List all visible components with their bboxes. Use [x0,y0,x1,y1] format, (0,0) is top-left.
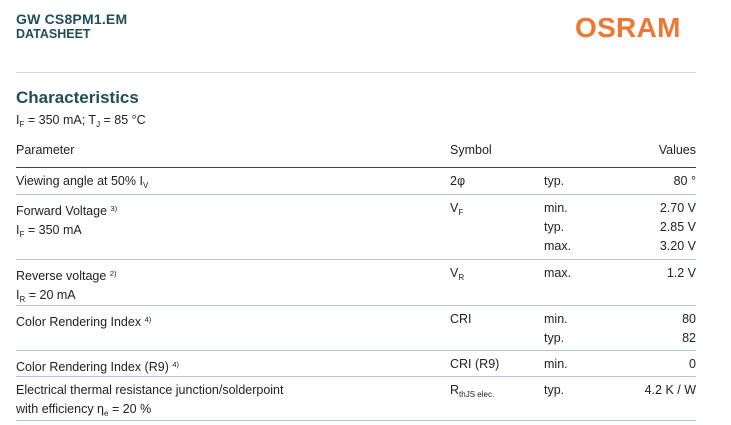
qualifier-cell: typ. [544,383,565,397]
value-cell: 80 82 [682,312,696,345]
symbol-cell: $V_R$ [450,266,465,282]
qualifier-cell: min. typ. [544,312,568,345]
value-cell: 2.70 V 2.85 V 3.20 V [659,201,696,253]
parameter-cell: Reverse voltage $^{2)}$ $I_R = 20$ mA [16,269,117,304]
qualifier-cell: max. [544,266,572,280]
table-row [16,351,696,377]
parameter-cell: Forward Voltage $^{3)}$ $I_F = 350$ mA [16,204,118,239]
header-symbol: Symbol [450,143,492,157]
symbol-cell: 2φ [450,174,466,188]
qualifier-cell: min. typ. max. [544,201,572,253]
osram-logo: OSRAM [575,12,681,43]
header-divider [16,72,696,73]
parameter-cell: Color Rendering Index $^{4)}$ [16,315,152,329]
symbol-cell: CRI (R9) [450,357,500,371]
value-cell: 0 [689,357,696,371]
value-cell: 4.2 K / W [644,383,696,397]
table-row [16,377,696,421]
value-cell: 80 ° [673,174,696,188]
table-header [16,138,696,168]
characteristics-table [16,138,696,421]
test-conditions: $I_F = 350$ mA; $T_J = 85$ °C [16,113,146,129]
parameter-cell: Viewing angle at 50% $I_V$ [16,174,149,190]
product-name: GW CS8PM1.EM [16,11,128,27]
parameter-cell: Electrical thermal resistance junction/solderpoint with efficiency $\eta_e = 20$ % [16,383,284,418]
table-row [16,195,696,260]
document-header [16,11,127,41]
table-row [16,260,696,306]
document-type: DATASHEET [16,27,91,41]
header-values: Values [658,143,696,157]
table-row [16,306,696,351]
value-cell: 1.2 V [666,266,696,280]
section-title: Characteristics [16,88,139,107]
symbol-cell: $V_F$ [450,201,464,217]
qualifier-cell: typ. [544,174,565,188]
header-parameter: Parameter [16,143,75,157]
table-row [16,168,696,195]
qualifier-cell: min. [544,357,568,371]
symbol-cell: $R_{thJS elec.}$ [450,383,495,399]
symbol-cell: CRI [450,312,472,326]
parameter-cell: Color Rendering Index (R9) $^{4)}$ [16,360,180,374]
